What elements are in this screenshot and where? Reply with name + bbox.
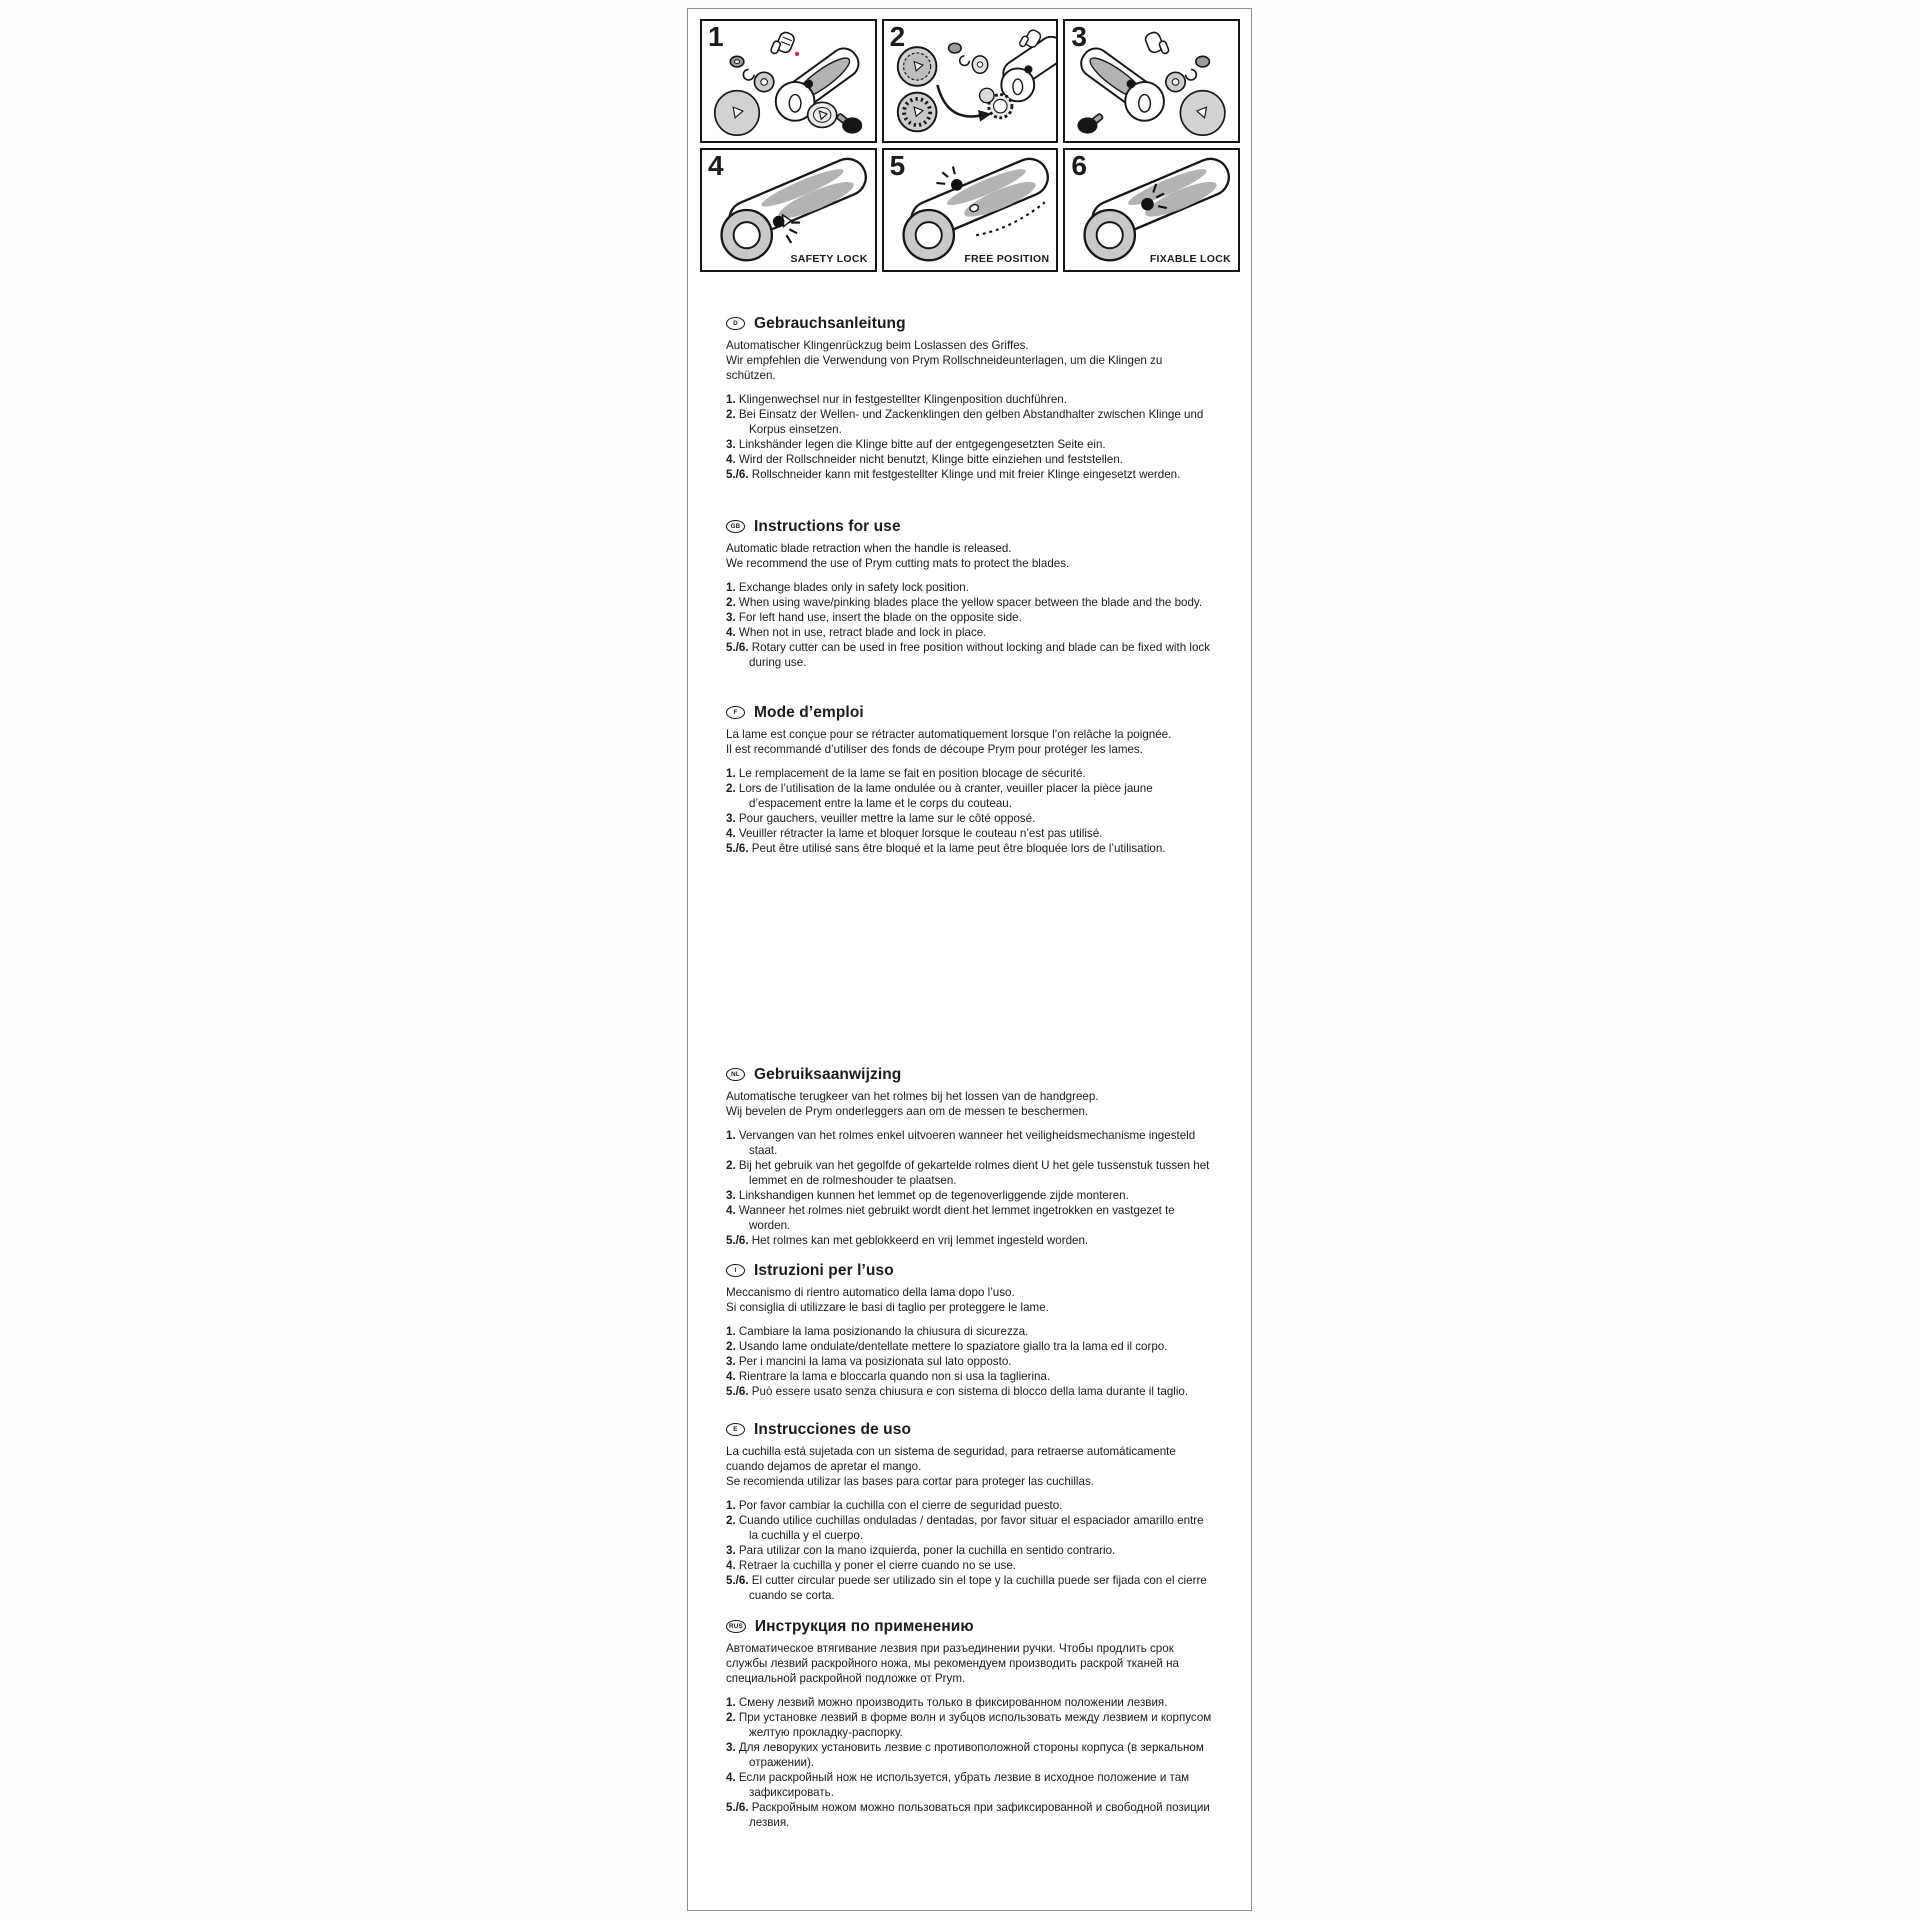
safety-lock-diagram-icon (702, 150, 875, 270)
panel-step-6 (1063, 148, 1240, 272)
item-number: 2. (726, 782, 736, 795)
language-section (726, 517, 1215, 670)
illustration-panels (700, 19, 1240, 272)
special-blades-diagram-icon (884, 21, 1057, 141)
panel-number: 3 (1071, 21, 1086, 52)
item-number: 1. (726, 1325, 736, 1338)
instruction-item: 3. Linkshandigen kunnen het lemmet op de tegenoverliggende zijde monteren. (726, 1189, 1129, 1202)
section-intro (726, 727, 1215, 757)
language-code: F (733, 709, 738, 716)
item-number: 4. (726, 827, 736, 840)
item-number: 2. (726, 1514, 736, 1527)
free-position-diagram-icon (884, 150, 1057, 270)
item-number: 1. (726, 1696, 736, 1709)
intro-paragraph: We recommend the use of Prym cutting mats to protect the blades. (726, 557, 1070, 570)
panel-step-4 (700, 148, 877, 272)
panel-step-3 (1063, 19, 1240, 143)
language-code: D (733, 320, 738, 327)
section-heading: Istruzioni per l’uso (754, 1262, 894, 1279)
language-badge-icon (726, 1264, 745, 1277)
instruction-item: 3. Pour gauchers, veuiller mettre la lame sur le côté opposé. (726, 812, 1036, 825)
instruction-item: 4. When not in use, retract blade and lock in place. (726, 626, 987, 639)
section-header (726, 314, 1215, 333)
instruction-item: 2. Lors de l’utilisation de la lame ondulée ou à cranter, veuiller placer la pièce jaune d’espacement entre la lame et le corps du couteau. (726, 782, 1153, 810)
instruction-item: 1. Klingenwechsel nur in festgestellter Klingenposition duchführen. (726, 393, 1067, 406)
section-intro (726, 1089, 1215, 1119)
item-number: 1. (726, 1499, 736, 1512)
intro-paragraph: Автоматическое втягивание лезвия при разъединении ручки. Чтобы продлить срок службы лезвий раскройного ножа, мы рекомендуем производить раскрой тканей на специальной раскройной подложке от Prym. (726, 1642, 1179, 1685)
item-number: 3. (726, 1544, 736, 1557)
section-intro (726, 1285, 1215, 1315)
instruction-item: 5./6. Può essere usato senza chiusura e con sistema di blocco della lama durante il taglio. (726, 1385, 1189, 1398)
instruction-item: 2. When using wave/pinking blades place the yellow spacer between the blade and the body. (726, 596, 1203, 609)
panel-label: FREE POSITION (964, 253, 1050, 265)
section-intro (726, 338, 1215, 383)
section-instruction-list (726, 766, 1215, 856)
language-badge-icon (726, 1068, 745, 1081)
language-section (726, 1617, 1215, 1830)
instruction-item: 4. Wird der Rollschneider nicht benutzt, Klinge bitte einziehen und feststellen. (726, 453, 1123, 466)
instruction-item: 1. Exchange blades only in safety lock position. (726, 581, 969, 594)
instruction-item: 5./6. Rotary cutter can be used in free position without locking and blade can be fixed with lock during use. (726, 641, 1211, 669)
language-code: I (734, 1267, 737, 1274)
intro-paragraph: Wir empfehlen die Verwendung von Prym Rollschneideunterlagen, um die Klingen zu schützen. (726, 354, 1163, 382)
panel-number: 4 (708, 150, 723, 181)
section-intro (726, 1444, 1215, 1489)
section-instruction-list (726, 392, 1215, 482)
item-number: 4. (726, 1771, 736, 1784)
sections (688, 314, 1251, 1830)
instruction-item: 4. Rientrare la lama e bloccarla quando non si usa la taglierina. (726, 1370, 1051, 1383)
section-header (726, 1617, 1215, 1636)
instruction-item: 4. Retraer la cuchilla y poner el cierre cuando no se use. (726, 1559, 1017, 1572)
instruction-item: 3. Linkshänder legen die Klinge bitte auf der entgegengesetzten Seite ein. (726, 438, 1106, 451)
item-number: 3. (726, 812, 736, 825)
section-instruction-list (726, 1128, 1215, 1248)
section-heading: Mode d’emploi (754, 704, 864, 721)
panel-number: 2 (889, 21, 905, 52)
instruction-item: 3. Для леворуких установить лезвие с противоположной стороны корпуса (в зеркальном отражении). (726, 1741, 1204, 1769)
item-number: 2. (726, 1159, 736, 1172)
instruction-item: 1. Смену лезвий можно производить только в фиксированном положении лезвия. (726, 1696, 1168, 1709)
section-header (726, 1065, 1215, 1084)
panel-step-1 (700, 19, 877, 143)
panel-number: 1 (708, 21, 723, 52)
item-number: 1. (726, 1129, 736, 1142)
instruction-item: 4. Wanneer het rolmes niet gebruikt wordt dient het lemmet ingetrokken en vastgezet te worden. (726, 1204, 1175, 1232)
intro-paragraph: Meccanismo di rientro automatico della lama dopo l’uso. (726, 1286, 1015, 1299)
intro-paragraph: Se recomienda utilizar las bases para cortar para proteger las cuchillas. (726, 1475, 1094, 1488)
section-heading: Инструкция по применению (754, 1618, 974, 1635)
item-number: 4. (726, 1370, 736, 1383)
panel-number: 6 (1071, 150, 1086, 181)
item-number: 3. (726, 1355, 736, 1368)
instruction-item: 2. Bij het gebruik van het gegolfde of gekartelde rolmes dient U het gele tussenstuk tussen het lemmet en de rolmeshouder te plaatsen. (726, 1159, 1210, 1187)
section-instruction-list (726, 1324, 1215, 1399)
instruction-item: 5./6. Раскройным ножом можно пользоваться при зафиксированной и свободной позиции лезвия. (726, 1801, 1210, 1829)
language-section (726, 1420, 1215, 1603)
instruction-item: 2. При установке лезвий в форме волн и зубцов использовать между лезвием и корпусом желтую прокладку-распорку. (726, 1711, 1212, 1739)
section-header (726, 1261, 1215, 1280)
language-section (726, 703, 1215, 856)
section-header (726, 517, 1215, 536)
item-number: 5./6. (726, 1801, 749, 1814)
language-section (726, 314, 1215, 482)
intro-paragraph: La cuchilla está sujetada con un sistema de seguridad, para retraerse automáticamente cuando dejamos de apretar el mango. (726, 1445, 1176, 1473)
instruction-item: 1. Vervangen van het rolmes enkel uitvoeren wanneer het veiligheidsmechanisme ingesteld staat. (726, 1129, 1196, 1157)
instruction-item: 4. Veuiller rétracter la lame et bloquer lorsque le couteau n’est pas utilisé. (726, 827, 1103, 840)
instruction-item: 4. Если раскройный нож не используется, убрать лезвие в исходное положение и там зафиксировать. (726, 1771, 1190, 1799)
item-number: 3. (726, 438, 736, 451)
panel-number: 5 (889, 150, 905, 181)
panel-step-5 (882, 148, 1059, 272)
item-number: 5./6. (726, 1574, 749, 1587)
item-number: 2. (726, 1340, 736, 1353)
section-heading: Gebrauchsanleitung (754, 315, 906, 332)
intro-paragraph: Si consiglia di utilizzare le basi di taglio per proteggere le lame. (726, 1301, 1049, 1314)
section-instruction-list (726, 1498, 1215, 1603)
item-number: 2. (726, 1711, 736, 1724)
instruction-item: 2. Usando lame ondulate/dentellate mettere lo spaziatore giallo tra la lama ed il corpo. (726, 1340, 1168, 1353)
instruction-item: 3. For left hand use, insert the blade on the opposite side. (726, 611, 1022, 624)
item-number: 5./6. (726, 641, 749, 654)
language-code: GB (730, 523, 741, 530)
instruction-item: 5./6. Rollschneider kann mit festgestellter Klinge und mit freier Klinge eingesetzt werden. (726, 468, 1181, 481)
instruction-item: 3. Per i mancini la lama va posizionata sul lato opposto. (726, 1355, 1012, 1368)
section-heading: Gebruiksaanwijzing (754, 1066, 902, 1083)
instruction-item: 2. Bei Einsatz der Wellen- und Zackenklingen den gelben Abstandhalter zwischen Klinge und Korpus einsetzen. (726, 408, 1204, 436)
section-header (726, 703, 1215, 722)
exploded-cutter-mirrored-diagram-icon (1065, 21, 1238, 141)
instruction-item: 5./6. El cutter circular puede ser utilizado sin el tope y la cuchilla puede ser fijada con el cierre cuando se corta. (726, 1574, 1207, 1602)
section-intro (726, 1641, 1215, 1686)
item-number: 3. (726, 1741, 736, 1754)
section-instruction-list (726, 580, 1215, 670)
exploded-cutter-diagram-icon (702, 21, 875, 141)
intro-paragraph: Automatischer Klingenrückzug beim Loslassen des Griffes. (726, 339, 1029, 352)
panel-label: SAFETY LOCK (790, 253, 868, 265)
language-badge-icon (726, 1620, 746, 1633)
section-intro (726, 541, 1215, 571)
item-number: 5./6. (726, 842, 749, 855)
language-badge-icon (726, 1423, 745, 1436)
section-heading: Instructions for use (754, 518, 901, 535)
language-badge-icon (726, 706, 745, 719)
instruction-leaflet-page (687, 8, 1252, 1911)
panel-label: FIXABLE LOCK (1149, 253, 1231, 265)
item-number: 4. (726, 453, 736, 466)
item-number: 3. (726, 1189, 736, 1202)
item-number: 4. (726, 1204, 736, 1217)
instruction-item: 1. Por favor cambiar la cuchilla con el cierre de seguridad puesto. (726, 1499, 1063, 1512)
instruction-item: 1. Cambiare la lama posizionando la chiusura di sicurezza. (726, 1325, 1029, 1338)
section-header (726, 1420, 1215, 1439)
intro-paragraph: Automatic blade retraction when the handle is released. (726, 542, 1012, 555)
item-number: 5./6. (726, 1234, 749, 1247)
item-number: 3. (726, 611, 736, 624)
language-section (726, 1261, 1215, 1399)
language-code: E (733, 1426, 738, 1433)
item-number: 1. (726, 767, 736, 780)
intro-paragraph: La lame est conçue pour se rétracter automatiquement lorsque l’on relâche la poignée. (726, 728, 1172, 741)
panel-step-2 (882, 19, 1059, 143)
item-number: 1. (726, 393, 736, 406)
item-number: 2. (726, 408, 736, 421)
item-number: 5./6. (726, 1385, 749, 1398)
language-badge-icon (726, 520, 745, 533)
instruction-item: 5./6. Het rolmes kan met geblokkeerd en vrij lemmet ingesteld worden. (726, 1234, 1089, 1247)
language-code: NL (731, 1071, 740, 1078)
instruction-item: 5./6. Peut être utilisé sans être bloqué et la lame peut être bloquée lors de l’utilisation. (726, 842, 1166, 855)
item-number: 4. (726, 1559, 736, 1572)
instruction-item: 2. Cuando utilice cuchillas onduladas / dentadas, por favor situar el espaciador amarillo entre la cuchilla y el cuerpo. (726, 1514, 1204, 1542)
intro-paragraph: Il est recommandé d’utiliser des fonds de découpe Prym pour protéger les lames. (726, 743, 1143, 756)
item-number: 5./6. (726, 468, 749, 481)
intro-paragraph: Wij bevelen de Prym onderleggers aan om de messen te beschermen. (726, 1105, 1089, 1118)
section-instruction-list (726, 1695, 1215, 1830)
language-badge-icon (726, 317, 745, 330)
language-section (726, 1065, 1215, 1248)
intro-paragraph: Automatische terugkeer van het rolmes bij het lossen van de handgreep. (726, 1090, 1099, 1103)
section-heading: Instrucciones de uso (754, 1421, 912, 1438)
instruction-item: 3. Para utilizar con la mano izquierda, poner la cuchilla en sentido contrario. (726, 1544, 1116, 1557)
item-number: 2. (726, 596, 736, 609)
fixable-lock-diagram-icon (1065, 150, 1238, 270)
language-code: RUS (729, 1623, 743, 1630)
item-number: 4. (726, 626, 736, 639)
instruction-item: 1. Le remplacement de la lame se fait en position blocage de sécurité. (726, 767, 1086, 780)
item-number: 1. (726, 581, 736, 594)
